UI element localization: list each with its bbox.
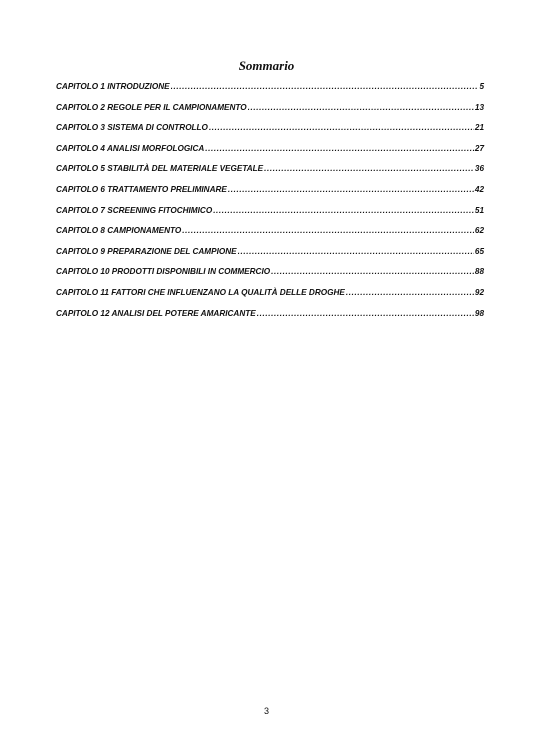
toc-entry-chapter-5[interactable] <box>56 164 484 185</box>
toc-entry-chapter-9[interactable] <box>56 247 484 268</box>
dot-leader <box>213 206 474 215</box>
toc-entry-page: 88 <box>474 267 484 277</box>
toc-entry-label: CAPITOLO 12 ANALISI DEL POTERE AMARICANTE <box>56 308 256 318</box>
dot-leader <box>171 82 479 91</box>
dot-leader <box>238 247 474 256</box>
toc-entry-chapter-7[interactable] <box>56 206 484 227</box>
toc-entry-page: 92 <box>474 287 484 297</box>
toc-entry-page: 51 <box>474 205 484 215</box>
toc-entry-label: CAPITOLO 5 STABILITÀ DEL MATERIALE VEGETALE <box>56 164 264 174</box>
toc-title: Sommario <box>238 58 295 73</box>
toc-entry-chapter-3[interactable] <box>56 123 484 144</box>
page-number: 3 <box>263 706 269 716</box>
toc-entry-chapter-8[interactable] <box>56 226 484 247</box>
toc-entry-page: 62 <box>474 226 484 236</box>
toc-entry-chapter-11[interactable] <box>56 288 484 309</box>
dot-leader <box>228 185 474 194</box>
toc-entry-label: CAPITOLO 8 CAMPIONAMENTO <box>56 226 182 236</box>
dot-leader <box>257 309 474 318</box>
toc-entry-page: 36 <box>474 164 484 174</box>
toc-entry-page: 98 <box>474 308 484 318</box>
toc-entry-chapter-4[interactable] <box>56 144 484 165</box>
toc-entry-label: CAPITOLO 4 ANALISI MORFOLOGICA <box>56 143 205 153</box>
toc-entry-page: 42 <box>474 184 484 194</box>
dot-leader <box>264 164 474 173</box>
toc-entry-page: 13 <box>474 102 484 112</box>
toc-entry-label: CAPITOLO 6 TRATTAMENTO PRELIMINARE <box>56 184 227 194</box>
dot-leader <box>182 226 474 235</box>
toc-entry-chapter-1[interactable] <box>56 82 484 103</box>
toc-entry-page: 27 <box>474 143 484 153</box>
toc-entry-chapter-10[interactable] <box>56 267 484 288</box>
dot-leader <box>346 288 474 297</box>
toc-entry-page: 21 <box>474 123 484 133</box>
dot-leader <box>271 267 474 276</box>
dot-leader <box>205 144 474 153</box>
toc-entry-label: CAPITOLO 2 REGOLE PER IL CAMPIONAMENTO <box>56 102 247 112</box>
toc-entry-label: CAPITOLO 10 PRODOTTI DISPONIBILI IN COMMERCIO <box>56 267 271 277</box>
toc-entry-chapter-12[interactable] <box>56 309 484 330</box>
toc-entry-label: CAPITOLO 1 INTRODUZIONE <box>56 82 170 91</box>
toc-entry-label: CAPITOLO 9 PREPARAZIONE DEL CAMPIONE <box>56 246 237 256</box>
toc-entry-label: CAPITOLO 11 FATTORI CHE INFLUENZANO LA QUALITÀ DELLE DROGHE <box>56 287 345 297</box>
toc-entry-page: 5 <box>479 82 484 91</box>
dot-leader <box>209 123 474 132</box>
table-of-contents <box>56 82 484 329</box>
toc-entry-label: CAPITOLO 3 SISTEMA DI CONTROLLO <box>56 123 208 133</box>
dot-leader <box>248 103 474 112</box>
toc-entry-chapter-6[interactable] <box>56 185 484 206</box>
toc-entry-label: CAPITOLO 7 SCREENING FITOCHIMICO <box>56 205 213 215</box>
toc-entry-page: 65 <box>474 246 484 256</box>
toc-entry-chapter-2[interactable] <box>56 103 484 124</box>
